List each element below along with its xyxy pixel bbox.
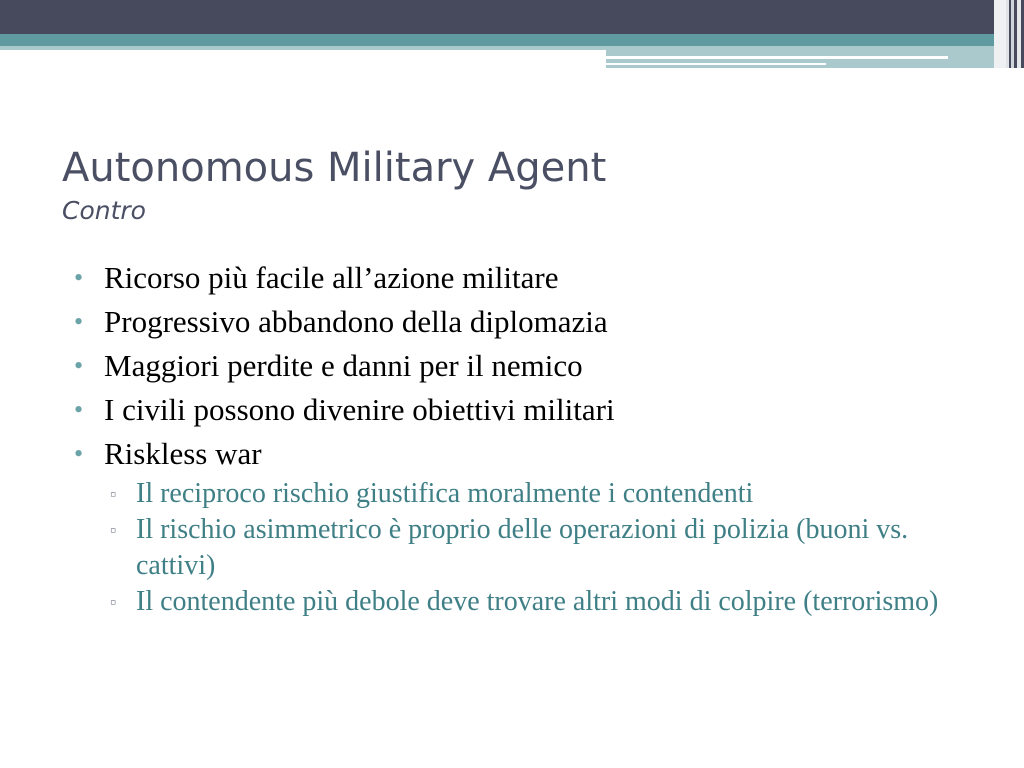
header-step-line bbox=[606, 56, 948, 59]
title-block bbox=[62, 142, 962, 228]
sub-bullet-item bbox=[104, 512, 972, 584]
sub-bullet-item bbox=[104, 476, 972, 512]
bullet-text: Maggiori perdite e danni per il nemico bbox=[104, 348, 583, 383]
header-teal-band bbox=[0, 34, 1024, 46]
sub-bullet-text: Il reciproco rischio giustifica moralmente i contendenti bbox=[136, 478, 754, 509]
sub-bullet-list bbox=[72, 476, 972, 620]
bullet-icon: • bbox=[74, 395, 84, 424]
bullet-item bbox=[72, 388, 972, 432]
bullet-item bbox=[72, 256, 972, 300]
header-step-line-short bbox=[606, 63, 826, 65]
bullet-text: Riskless war bbox=[104, 436, 262, 471]
sub-bullet-item bbox=[104, 584, 972, 620]
slide-content bbox=[72, 256, 972, 620]
header-stripes bbox=[994, 0, 1024, 68]
sub-bullet-icon: ▫ bbox=[110, 520, 117, 540]
sub-bullet-text: Il contendente più debole deve trovare altri modi di colpire (terrorismo) bbox=[136, 586, 939, 617]
sub-bullet-text: Il rischio asimmetrico è proprio delle operazioni di polizia (buoni vs. cattivi) bbox=[136, 514, 909, 581]
bullet-item bbox=[72, 432, 972, 476]
sub-bullet-icon: ▫ bbox=[110, 592, 117, 612]
slide-subtitle: Contro bbox=[62, 196, 146, 225]
bullet-icon: • bbox=[74, 307, 84, 336]
header-light-band bbox=[0, 46, 606, 50]
bullet-icon: • bbox=[74, 439, 84, 468]
bullet-text: I civili possono divenire obiettivi militari bbox=[104, 392, 615, 427]
slide-title: Autonomous Military Agent bbox=[62, 145, 607, 191]
bullet-text: Ricorso più facile all’azione militare bbox=[104, 260, 559, 295]
bullet-icon: • bbox=[74, 263, 84, 292]
bullet-item bbox=[72, 300, 972, 344]
header-dark-band bbox=[0, 0, 1024, 34]
bullet-list bbox=[72, 256, 972, 476]
sub-bullet-icon: ▫ bbox=[110, 484, 117, 504]
bullet-icon: • bbox=[74, 351, 84, 380]
bullet-text: Progressivo abbandono della diplomazia bbox=[104, 304, 608, 339]
bullet-item bbox=[72, 344, 972, 388]
